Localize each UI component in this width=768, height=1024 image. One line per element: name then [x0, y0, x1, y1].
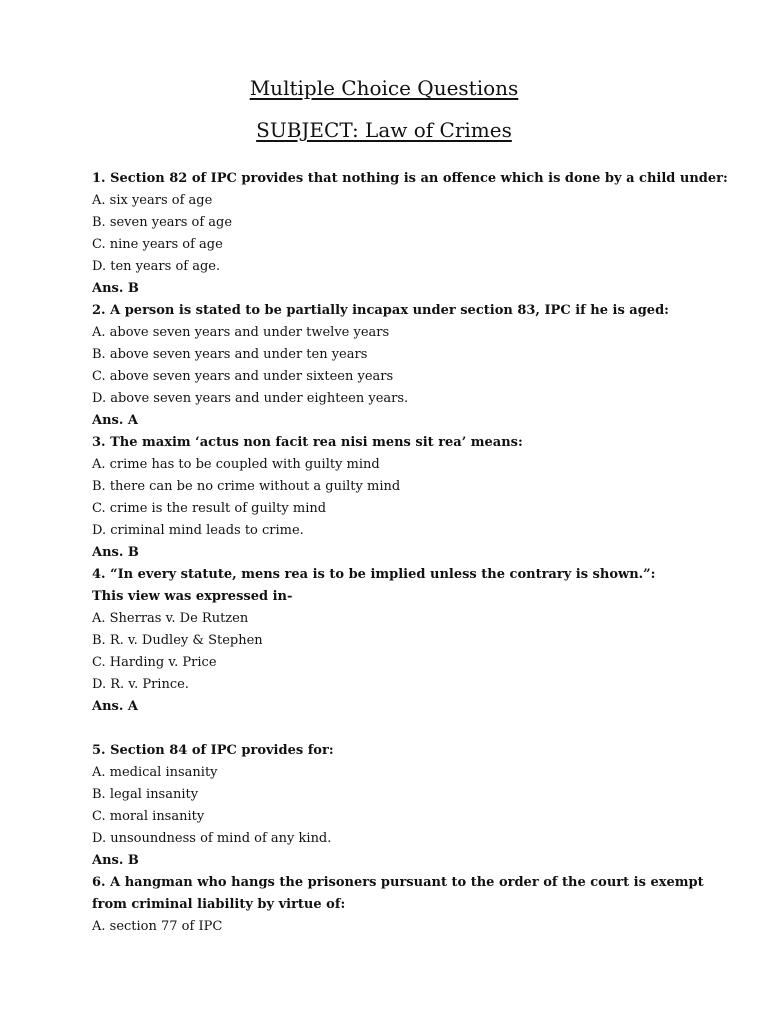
option-c: C. above seven years and under sixteen years [92, 369, 394, 384]
question-text: 2. A person is stated to be partially incapax under section 83, IPC if he is aged: [92, 303, 669, 318]
question-text: 5. Section 84 of IPC provides for: [92, 743, 334, 758]
option-a: A. section 77 of IPC [92, 919, 223, 934]
page-title: Multiple Choice Questions [249, 76, 519, 100]
option-a: A. medical insanity [92, 765, 218, 780]
option-d: D. unsoundness of mind of any kind. [92, 831, 332, 846]
question-block [92, 168, 732, 300]
question-text: 1. Section 82 of IPC provides that nothing is an offence which is done by a child under: [92, 171, 728, 186]
option-a: A. above seven years and under twelve years [92, 325, 390, 340]
option-b: B. there can be no crime without a guilty mind [92, 479, 401, 494]
option-b: B. above seven years and under ten years [92, 347, 368, 362]
answer: Ans. A [92, 699, 138, 714]
option-c: C. crime is the result of guilty mind [92, 501, 327, 516]
option-b: B. seven years of age [92, 215, 233, 230]
answer: Ans. B [92, 281, 139, 296]
question-block [92, 300, 732, 432]
question-block [92, 564, 732, 718]
option-d: D. ten years of age. [92, 259, 221, 274]
option-b: B. R. v. Dudley & Stephen [92, 633, 263, 648]
answer: Ans. A [92, 413, 138, 428]
question-text: 3. The maxim ‘actus non facit rea nisi mens sit rea’ means: [92, 435, 523, 450]
option-a: A. crime has to be coupled with guilty mind [92, 457, 380, 472]
option-d: D. R. v. Prince. [92, 677, 189, 692]
option-a: A. Sherras v. De Rutzen [92, 611, 249, 626]
question-block [92, 740, 732, 872]
question-text: 6. A hangman who hangs the prisoners pursuant to the order of the court is exempt [92, 875, 704, 890]
question-block [92, 872, 732, 938]
answer: Ans. B [92, 853, 139, 868]
option-d: D. above seven years and under eighteen years. [92, 391, 409, 406]
option-b: B. legal insanity [92, 787, 199, 802]
option-a: A. six years of age [92, 193, 213, 208]
option-c: C. nine years of age [92, 237, 223, 252]
question-list [92, 168, 732, 938]
spacer [92, 718, 732, 740]
answer: Ans. B [92, 545, 139, 560]
option-c: C. moral insanity [92, 809, 205, 824]
question-text-continued: from criminal liability by virtue of: [92, 897, 346, 912]
question-block [92, 432, 732, 564]
option-d: D. criminal mind leads to crime. [92, 523, 304, 538]
option-c: C. Harding v. Price [92, 655, 217, 670]
question-text-continued: This view was expressed in- [92, 589, 293, 604]
subject-heading: SUBJECT: Law of Crimes [256, 118, 512, 142]
question-text: 4. “In every statute, mens rea is to be implied unless the contrary is shown.”: [92, 567, 656, 582]
